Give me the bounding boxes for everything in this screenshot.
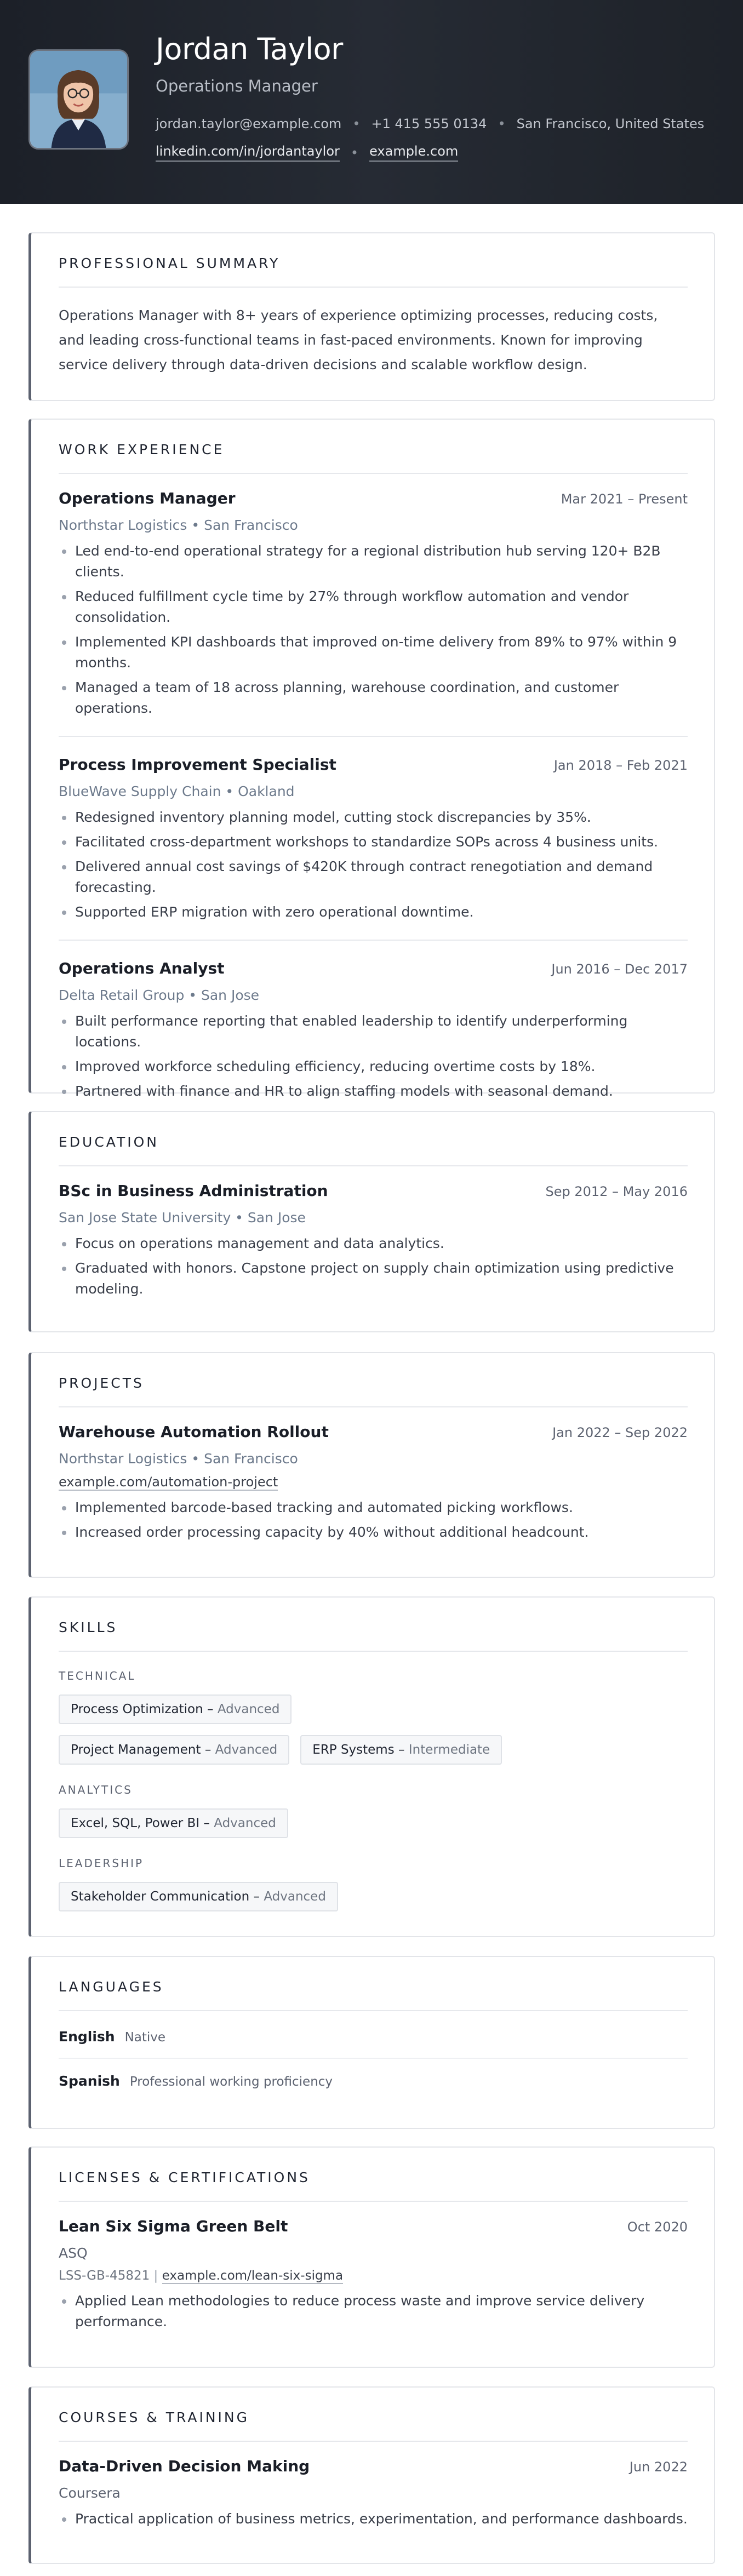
linkedin-link[interactable]: linkedin.com/in/jordantaylor [156, 144, 340, 162]
bullet: Practical application of business metrics, experimentation, and performance dashboards. [59, 2509, 688, 2529]
job-entry [59, 737, 688, 940]
skill-chip: Process Optimization – Advanced [59, 1695, 292, 1724]
job-date: Jan 2018 – Feb 2021 [553, 758, 688, 773]
language-level: Native [124, 2030, 166, 2045]
section-title: EDUCATION [59, 1112, 688, 1166]
section-title: LANGUAGES [59, 1957, 688, 2011]
language-name: English [59, 2029, 115, 2045]
job-role: Operations Analyst [59, 959, 225, 977]
skill-level: Advanced [215, 1743, 278, 1757]
resume-header [0, 0, 743, 204]
bullet: Supported ERP migration with zero operational downtime. [59, 902, 688, 923]
language-row [59, 2011, 688, 2059]
bullet: Led end-to-end operational strategy for a regional distribution hub serving 120+ B2B clients. [59, 541, 688, 582]
section-title: WORK EXPERIENCE [59, 420, 688, 474]
project-link[interactable]: example.com/automation-project [59, 1474, 278, 1490]
bullet: Focus on operations management and data analytics. [59, 1233, 688, 1254]
separator-pipe: | [153, 2269, 162, 2283]
course-entry [59, 2442, 688, 2529]
project-date: Jan 2022 – Sep 2022 [552, 1425, 688, 1440]
section-title: SKILLS [59, 1598, 688, 1652]
skill-group [59, 1838, 688, 1911]
bullet: Applied Lean methodologies to reduce process waste and improve service delivery performance. [59, 2291, 688, 2332]
bullet: Increased order processing capacity by 40% without additional headcount. [59, 1522, 688, 1543]
job-org: Northstar Logistics • San Francisco [59, 517, 298, 533]
section-title: PROFESSIONAL SUMMARY [59, 233, 688, 288]
location: San Francisco, United States [516, 116, 705, 131]
certification-link[interactable]: example.com/lean-six-sigma [162, 2269, 344, 2283]
courses-section [28, 2386, 715, 2564]
language-level: Professional working proficiency [129, 2075, 333, 2089]
school: San Jose State University • San Jose [59, 1210, 306, 1226]
website-link[interactable]: example.com [369, 144, 458, 162]
job-entry [59, 474, 688, 736]
skill-name: Process Optimization [71, 1702, 203, 1716]
skill-level: Advanced [264, 1890, 326, 1904]
skill-chip: Project Management – Advanced [59, 1735, 289, 1765]
bullet: Implemented KPI dashboards that improved on-time delivery from 89% to 97% within 9 months. [59, 632, 688, 673]
separator-dot: • [498, 116, 506, 131]
job-bullets [59, 1011, 688, 1102]
bullet: Reduced fulfillment cycle time by 27% through workflow automation and vendor consolidation. [59, 586, 688, 628]
skill-chips [59, 1882, 530, 1911]
bullet: Implemented barcode-based tracking and automated picking workflows. [59, 1497, 688, 1518]
bullet: Partnered with finance and HR to align staffing models with seasonal demand. [59, 1081, 688, 1102]
job-bullets [59, 541, 688, 719]
bullet: Graduated with honors. Capstone project on supply chain optimization using predictive modeling. [59, 1258, 688, 1300]
bullet: Facilitated cross-department workshops to standardize SOPs across 4 business units. [59, 832, 688, 852]
education-bullets [59, 1233, 688, 1300]
skill-level: Advanced [214, 1816, 276, 1830]
course-name: Data-Driven Decision Making [59, 2457, 310, 2475]
skill-category: TECHNICAL [59, 1669, 136, 1682]
skill-chips [59, 1695, 530, 1765]
skill-chip: Stakeholder Communication – Advanced [59, 1882, 338, 1911]
skill-category: LEADERSHIP [59, 1857, 144, 1870]
profile-photo [28, 49, 129, 150]
job-role: Operations Manager [59, 489, 236, 507]
skill-group [59, 1652, 688, 1765]
job-bullets [59, 807, 688, 923]
experience-section [28, 419, 715, 1099]
separator-dot: • [350, 145, 359, 161]
section-title: PROJECTS [59, 1353, 688, 1407]
course-provider: Coursera [59, 2485, 121, 2501]
language-row [59, 2059, 688, 2089]
project-name: Warehouse Automation Rollout [59, 1423, 329, 1441]
credential-id: LSS-GB-45821 [59, 2269, 150, 2283]
email[interactable]: jordan.taylor@example.com [156, 116, 342, 131]
bullet: Delivered annual cost savings of $420K through contract renegotiation and demand forecasting. [59, 856, 688, 898]
project-entry [59, 1407, 688, 1543]
job-entry [59, 941, 688, 1102]
certification-date: Oct 2020 [627, 2219, 688, 2235]
section-title: COURSES & TRAINING [59, 2388, 688, 2442]
language-name: Spanish [59, 2073, 120, 2089]
job-role: Process Improvement Specialist [59, 755, 336, 774]
job-title: Operations Manager [156, 77, 318, 95]
project-bullets [59, 1497, 688, 1543]
bullet: Redesigned inventory planning model, cutting stock discrepancies by 35%. [59, 807, 688, 828]
skill-level: Intermediate [408, 1743, 490, 1757]
summary-text: Operations Manager with 8+ years of experience optimizing processes, reducing costs, and leading cross-functional teams in fast-paced environments. Known for improving service delivery through data-driven decisions and scalable workflow design. [59, 307, 658, 373]
summary-section [28, 232, 715, 401]
skill-name: Project Management [71, 1743, 201, 1757]
profile-photo-image [30, 51, 127, 148]
course-date: Jun 2022 [629, 2459, 688, 2475]
course-bullets [59, 2509, 688, 2529]
contact-row [156, 116, 704, 131]
skill-name: Stakeholder Communication [71, 1890, 250, 1904]
full-name: Jordan Taylor [156, 32, 343, 66]
skill-chips [59, 1808, 530, 1838]
job-org: Delta Retail Group • San Jose [59, 987, 260, 1003]
job-date: Mar 2021 – Present [561, 491, 688, 507]
skill-name: Excel, SQL, Power BI [71, 1816, 200, 1830]
bullet: Improved workforce scheduling efficiency, reducing overtime costs by 18%. [59, 1056, 688, 1077]
education-entry [59, 1166, 688, 1300]
job-date: Jun 2016 – Dec 2017 [551, 961, 688, 977]
skill-category: ANALYTICS [59, 1783, 133, 1796]
skills-section [28, 1596, 715, 1937]
projects-section [28, 1352, 715, 1578]
certification-entry [59, 2202, 688, 2332]
bullet: Built performance reporting that enabled leadership to identify underperforming locations. [59, 1011, 688, 1052]
project-org: Northstar Logistics • San Francisco [59, 1451, 298, 1467]
education-section [28, 1111, 715, 1332]
section-title: LICENSES & CERTIFICATIONS [59, 2148, 688, 2202]
certification-bullets [59, 2291, 688, 2332]
certification-issuer: ASQ [59, 2245, 88, 2261]
skill-chip: ERP Systems – Intermediate [300, 1735, 502, 1765]
separator-dot: • [352, 116, 361, 131]
skill-chip: Excel, SQL, Power BI – Advanced [59, 1808, 288, 1838]
languages-section [28, 1956, 715, 2129]
phone[interactable]: +1 415 555 0134 [371, 116, 487, 131]
skill-group [59, 1765, 688, 1838]
degree: BSc in Business Administration [59, 1182, 328, 1200]
certifications-section [28, 2146, 715, 2368]
skill-name: ERP Systems [312, 1743, 395, 1757]
job-org: BlueWave Supply Chain • Oakland [59, 783, 295, 799]
education-date: Sep 2012 – May 2016 [545, 1184, 688, 1199]
links-row [156, 144, 458, 162]
certification-name: Lean Six Sigma Green Belt [59, 2217, 288, 2235]
bullet: Managed a team of 18 across planning, warehouse coordination, and customer operations. [59, 677, 688, 719]
skill-level: Advanced [217, 1702, 280, 1716]
